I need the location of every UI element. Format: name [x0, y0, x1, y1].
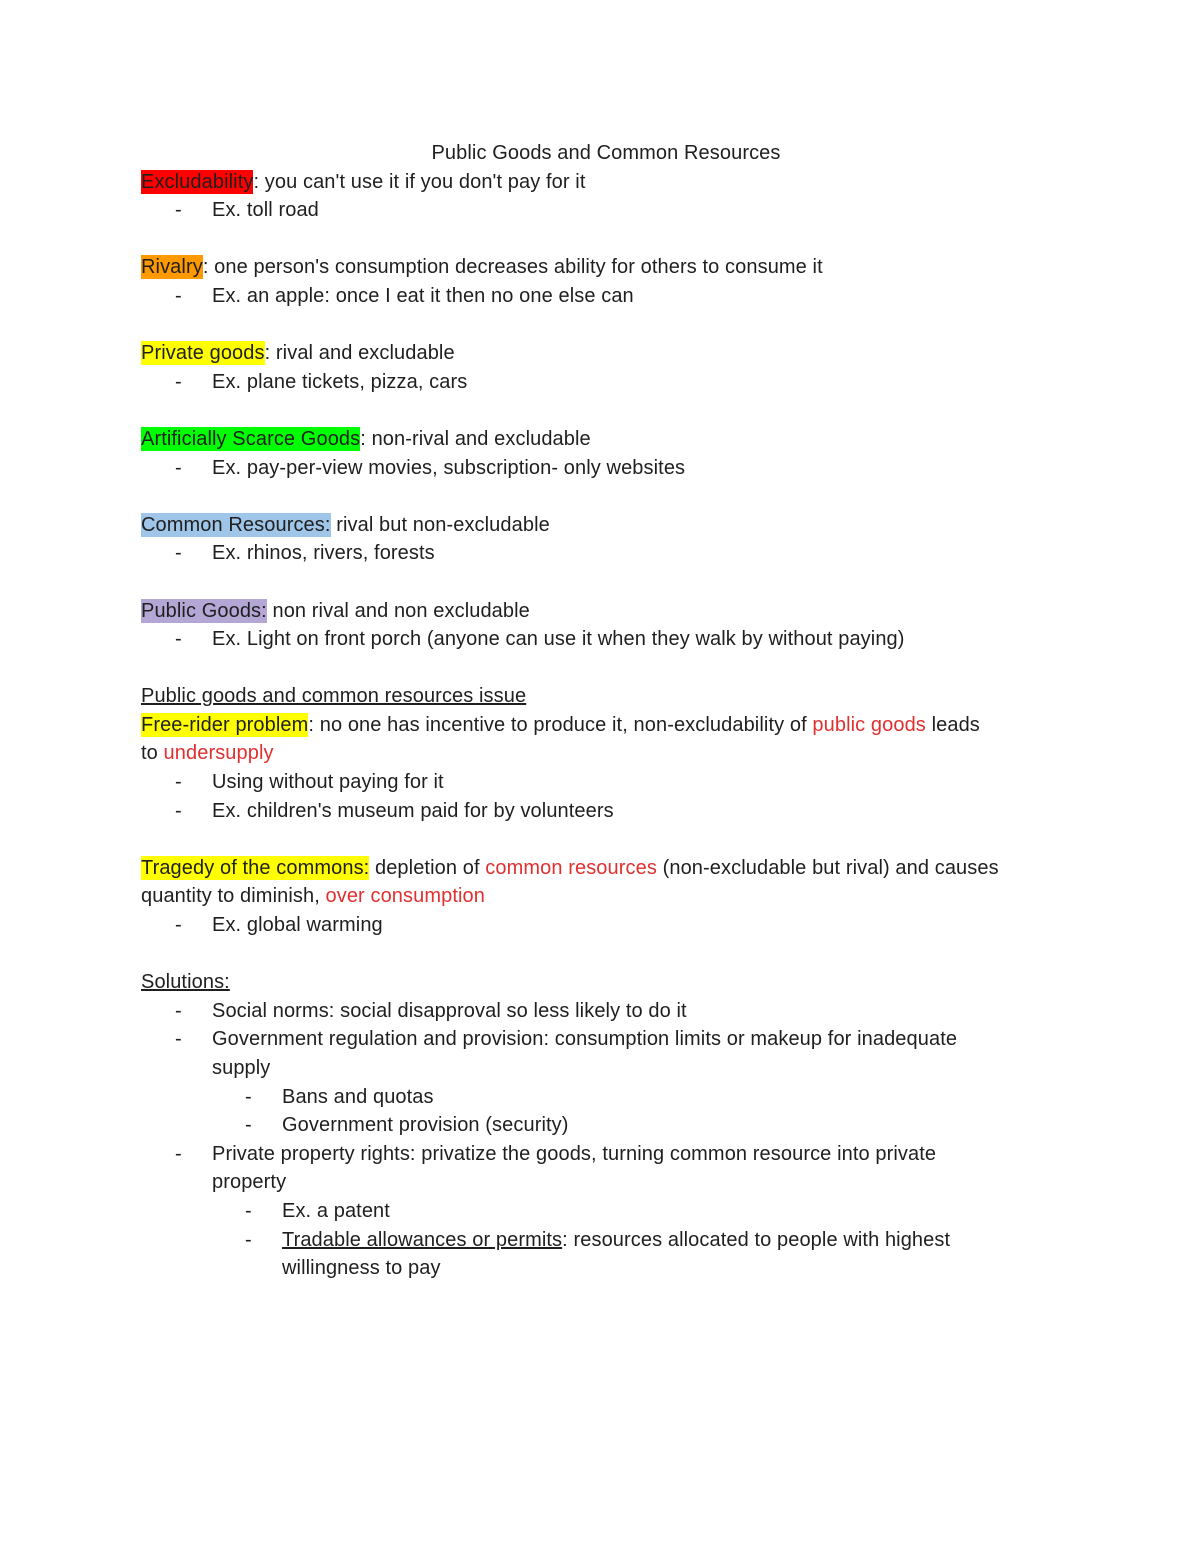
list-item-text: Social norms: social disapproval so less likely to do it: [212, 999, 687, 1022]
red-term-undersupply: undersupply: [163, 742, 274, 765]
highlight-term-tragedy-of-the-commons: Tragedy of the commons:: [141, 856, 370, 879]
list-item-text: Ex. pay-per-view movies, subscription- only websites: [212, 456, 686, 479]
definition-text: : no one has incentive to produce it, non-excludability of: [308, 713, 813, 736]
dash-bullet: -: [175, 1028, 182, 1051]
nested-list-item: [141, 1083, 1071, 1112]
definition-artificially-scarce-goods: [141, 425, 1071, 454]
list-item: [141, 539, 1071, 568]
definition-text: : non-rival and excludable: [360, 427, 591, 450]
highlight-term-free-rider-problem: Free-rider problem: [141, 713, 309, 736]
highlight-term-rivalry: Rivalry: [141, 256, 203, 279]
nested-list-item: [141, 1111, 1071, 1140]
definition-rivalry: [141, 253, 1071, 282]
list-item-text: Ex. rhinos, rivers, forests: [212, 542, 435, 565]
list-item: [141, 282, 1071, 311]
nested-list-item: [141, 1226, 1002, 1283]
dash-bullet: -: [175, 799, 182, 822]
section-heading-solutions: Solutions:: [141, 971, 230, 994]
underlined-term-tradable-allowances: Tradable allowances or permits: [282, 1228, 563, 1251]
list-item: [141, 1140, 992, 1197]
nested-list-item: [141, 1197, 1071, 1226]
list-item-text: Ex. toll road: [212, 199, 319, 222]
list-item-text: Ex. children's museum paid for by volunteers: [212, 799, 614, 822]
definition-text: rival but non-excludable: [330, 513, 550, 536]
definition-text: quantity to diminish,: [141, 885, 326, 908]
list-item-text: Ex. an apple: once I eat it then no one else can: [212, 284, 634, 307]
definition-text: : one person's consumption decreases ability for others to consume it: [202, 256, 823, 279]
list-item: [141, 911, 1071, 940]
definition-text: depletion of: [369, 856, 486, 879]
section-heading-issue: Public goods and common resources issue: [141, 685, 527, 708]
definition-free-rider-problem: [141, 711, 1071, 740]
dash-bullet: -: [245, 1085, 252, 1108]
definition-excludability: [141, 168, 1071, 197]
list-item: [141, 196, 1071, 225]
list-item: [141, 1025, 1012, 1082]
list-item-text: : resources allocated to people with highest willingness to pay: [282, 1228, 951, 1280]
list-item: [141, 454, 1071, 483]
definition-private-goods: [141, 339, 1071, 368]
red-term-over-consumption: over consumption: [325, 885, 485, 908]
dash-bullet: -: [175, 1142, 182, 1165]
dash-bullet: -: [175, 628, 182, 651]
highlight-term-private-goods: Private goods: [141, 342, 265, 365]
list-item: [141, 797, 1071, 826]
list-item: [141, 368, 1071, 397]
dash-bullet: -: [175, 370, 182, 393]
list-item-text: Bans and quotas: [282, 1085, 434, 1108]
dash-bullet: -: [245, 1199, 252, 1222]
dash-bullet: -: [175, 914, 182, 937]
dash-bullet: -: [175, 999, 182, 1022]
definition-text: : rival and excludable: [264, 342, 455, 365]
red-term-public-goods: public goods: [812, 713, 926, 736]
list-item-text: Ex. a patent: [282, 1199, 390, 1222]
definition-text: : you can't use it if you don't pay for it: [253, 170, 586, 193]
definition-public-goods: [141, 597, 1071, 626]
highlight-term-artificially-scarce-goods: Artificially Scarce Goods: [141, 427, 361, 450]
list-item-text: Ex. plane tickets, pizza, cars: [212, 370, 468, 393]
definition-text: to: [141, 742, 164, 765]
dash-bullet: -: [245, 1228, 252, 1251]
definition-tragedy-of-the-commons: [141, 854, 1071, 883]
list-item: [141, 997, 1071, 1026]
dash-bullet: -: [175, 456, 182, 479]
document-body: [141, 139, 1071, 1283]
highlight-term-excludability: Excludability: [141, 170, 254, 193]
red-term-common-resources: common resources: [485, 856, 657, 879]
list-item: [141, 625, 1071, 654]
dash-bullet: -: [245, 1114, 252, 1137]
list-item-text: Ex. global warming: [212, 914, 383, 937]
highlight-term-common-resources: Common Resources:: [141, 513, 331, 536]
dash-bullet: -: [175, 542, 182, 565]
list-item-text: Government provision (security): [282, 1114, 569, 1137]
definition-text: leads: [925, 713, 980, 736]
dash-bullet: -: [175, 199, 182, 222]
list-item: [141, 768, 1071, 797]
list-item-text: Ex. Light on front porch (anyone can use it when they walk by without paying): [212, 628, 905, 651]
page-title: Public Goods and Common Resources: [431, 142, 781, 164]
dash-bullet: -: [175, 284, 182, 307]
list-item-text: Government regulation and provision: consumption limits or makeup for inadequate supply: [212, 1028, 958, 1079]
definition-text: non rival and non excludable: [266, 599, 530, 622]
definition-common-resources: [141, 511, 1071, 540]
list-item-text: Using without paying for it: [212, 771, 444, 794]
definition-continuation: [141, 882, 1071, 911]
dash-bullet: -: [175, 771, 182, 794]
list-item-text: Private property rights: privatize the goods, turning common resource into private property: [212, 1142, 937, 1194]
highlight-term-public-goods: Public Goods:: [141, 599, 267, 622]
definition-continuation: [141, 739, 1071, 768]
definition-text: (non-excludable but rival) and causes: [656, 856, 999, 879]
